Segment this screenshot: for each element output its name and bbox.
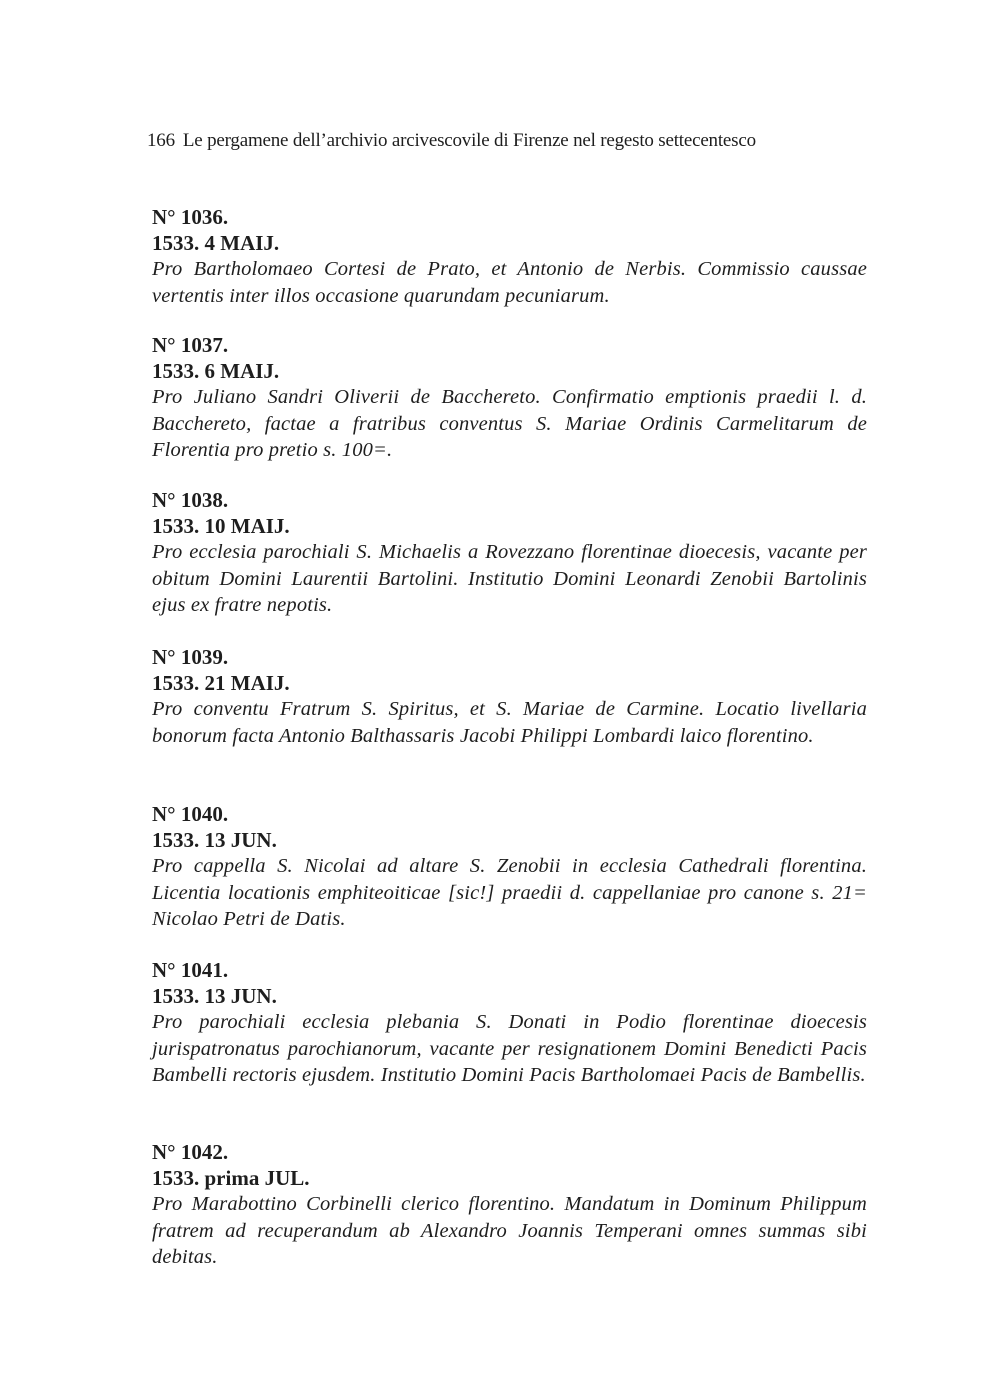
entry-number: N° 1042.: [152, 1140, 229, 1164]
entry-date: 1533. 10 MAIJ.: [152, 514, 290, 538]
entry-date: 1533. 13 JUN.: [152, 828, 277, 852]
entry-number: N° 1038.: [152, 488, 229, 512]
entry-number: N° 1040.: [152, 802, 229, 826]
entry-abstract: Pro conventu Fratrum S. Spiritus, et S. Mariae de Carmine. Locatio livellaria bonorum facta Antonio Balthassaris Jacobi Philippi Lombardi laico florentino.: [152, 698, 867, 747]
entry-date: 1533. 4 MAIJ.: [152, 231, 280, 255]
entry-1039: [152, 644, 867, 749]
entry-number: N° 1041.: [152, 958, 229, 982]
entry-abstract: Pro Marabottino Corbinelli clerico florentino. Mandatum in Dominum Philippum fratrem ad recuperandum ab Alexandro Joannis Temperani omnes summas sibi debitas.: [152, 1193, 867, 1268]
entry-number: N° 1037.: [152, 333, 229, 357]
entry-1040: [152, 801, 867, 933]
entry-1036: [152, 204, 867, 309]
entry-number: N° 1036.: [152, 205, 229, 229]
running-title: Le pergamene dell’archivio arcivescovile di Firenze nel regesto settecentesco: [182, 130, 756, 151]
entry-abstract: Pro Juliano Sandri Oliverii de Bacchereto. Confirmatio emptionis praedii l. d. Bacchereto, factae a fratribus conventus S. Mariae Ordinis Carmelitarum de Florentia pro pretio s. 100=.: [152, 386, 867, 461]
entry-date: 1533. 13 JUN.: [152, 984, 277, 1008]
running-head: [147, 129, 867, 153]
page-number: 166: [147, 130, 175, 151]
entry-abstract: Pro Bartholomaeo Cortesi de Prato, et Antonio de Nerbis. Commissio caussae vertentis inter illos occasione quarundam pecuniarum.: [152, 258, 867, 307]
entry-1038: [152, 487, 867, 619]
entry-abstract: Pro parochiali ecclesia plebania S. Donati in Podio florentinae dioecesis jurispatronatus parochianorum, vacante per resignationem Domini Benedicti Pacis Bambelli rectoris ejusdem. Institutio Domini Pacis Bartholomaei Pacis de Bambellis.: [152, 1011, 867, 1086]
entry-date: 1533. 6 MAIJ.: [152, 359, 280, 383]
entry-date: 1533. 21 MAIJ.: [152, 671, 290, 695]
entry-abstract: Pro cappella S. Nicolai ad altare S. Zenobii in ecclesia Cathedrali florentina. Licentia locationis emphiteoiticae [sic!] praedii d. cappellaniae pro canone s. 21= Nicolao Petri de Datis.: [152, 855, 867, 930]
entry-1037: [152, 332, 867, 464]
entry-1042: [152, 1139, 867, 1271]
entry-number: N° 1039.: [152, 645, 229, 669]
entry-abstract: Pro ecclesia parochiali S. Michaelis a Rovezzano florentinae dioecesis, vacante per obitum Domini Laurentii Bartolini. Institutio Domini Leonardi Zenobii Bartolinis ejus ex fratre nepotis.: [152, 541, 867, 616]
entry-1041: [152, 957, 867, 1089]
entry-date: 1533. prima JUL.: [152, 1166, 310, 1190]
